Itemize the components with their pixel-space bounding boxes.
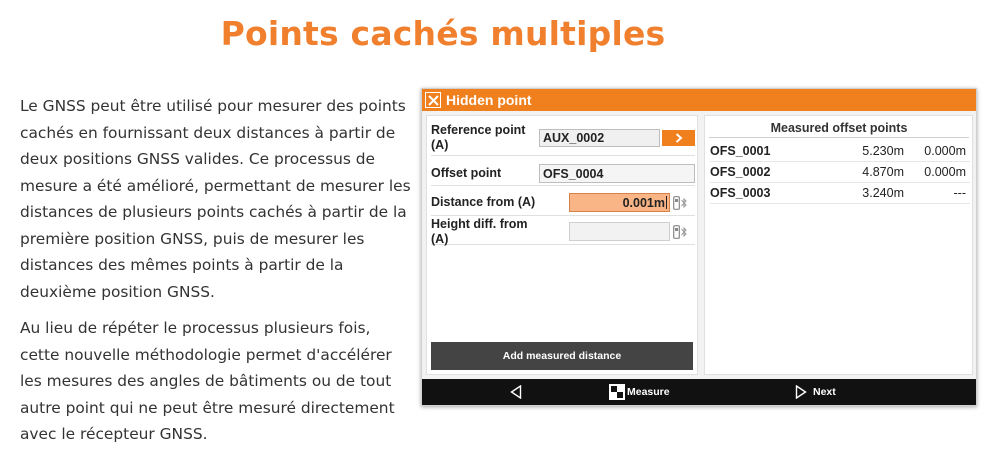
description-paragraph-1: Le GNSS peut être utilisé pour mesurer des points cachés en fournissant deux distances à partir de deux positions GNSS valides. Ce processus de mesure a été amélioré, permettant de mesurer les distances de plusieurs points cachés à partir de la première position GNSS, puis de mesurer les distances des mêmes points à partir de la deuxième position GNSS. bbox=[20, 97, 411, 301]
point-distance: 4.870m bbox=[862, 164, 904, 179]
distance-row bbox=[431, 190, 695, 216]
offset-point-label: Offset point bbox=[431, 166, 502, 180]
point-name: OFS_0002 bbox=[710, 164, 771, 179]
table-header: Measured offset points bbox=[709, 119, 969, 138]
point-height: 0.000m bbox=[924, 143, 966, 158]
window-titlebar bbox=[422, 89, 976, 111]
height-label: Height diff. from (A) bbox=[431, 216, 528, 246]
description-paragraph-2: Au lieu de répéter le processus plusieurs fois, cette nouvelle méthodologie permet d'accélérer les mesures des angles de bâtiments ou de tout autre point qui ne peut être mesuré directement avec le récepteur GNSS. bbox=[20, 319, 395, 443]
measure-button[interactable] bbox=[609, 383, 670, 401]
reference-point-field[interactable]: AUX_0002 bbox=[539, 129, 660, 147]
reference-point-row bbox=[431, 120, 695, 156]
point-distance: 3.240m bbox=[862, 185, 904, 200]
next-label: Next bbox=[813, 386, 836, 398]
table-row[interactable] bbox=[710, 140, 970, 161]
point-name: OFS_0003 bbox=[710, 185, 771, 200]
back-triangle-icon bbox=[510, 385, 522, 399]
point-distance: 5.230m bbox=[862, 143, 904, 158]
table-row[interactable] bbox=[710, 161, 970, 182]
measure-checker-icon bbox=[609, 384, 625, 400]
reference-point-label: Reference point (A) bbox=[431, 122, 526, 152]
next-button[interactable] bbox=[795, 383, 836, 401]
add-measured-distance-button[interactable]: Add measured distance bbox=[431, 342, 693, 370]
table-row[interactable] bbox=[710, 182, 970, 203]
distance-label: Distance from (A) bbox=[431, 195, 536, 209]
reference-point-select-button[interactable] bbox=[662, 130, 695, 146]
bluetooth-icon bbox=[681, 197, 687, 209]
close-box-icon[interactable] bbox=[425, 92, 441, 108]
row-divider bbox=[710, 203, 970, 204]
page-title: Points cachés multiples bbox=[220, 14, 666, 53]
point-name: OFS_0001 bbox=[710, 143, 771, 158]
gnss-receiver-icon[interactable] bbox=[673, 196, 680, 210]
height-row bbox=[431, 216, 695, 246]
back-button[interactable] bbox=[506, 384, 526, 400]
measured-points-panel bbox=[704, 115, 973, 375]
chevron-right-icon bbox=[675, 133, 683, 143]
text-cursor bbox=[666, 196, 667, 209]
hidden-point-window bbox=[421, 88, 977, 406]
next-triangle-icon bbox=[795, 385, 807, 399]
measure-label: Measure bbox=[627, 386, 670, 398]
offset-point-row bbox=[431, 162, 695, 186]
point-height: --- bbox=[953, 185, 966, 200]
bluetooth-icon bbox=[681, 226, 687, 238]
bottom-action-bar bbox=[422, 379, 976, 405]
distance-field[interactable] bbox=[569, 193, 670, 212]
height-field[interactable] bbox=[569, 222, 670, 241]
offset-point-field[interactable]: OFS_0004 bbox=[539, 164, 695, 183]
gnss-receiver-icon[interactable] bbox=[673, 225, 680, 239]
input-panel bbox=[426, 115, 698, 375]
distance-value: 0.001m bbox=[622, 195, 665, 210]
window-title: Hidden point bbox=[446, 92, 532, 108]
point-height: 0.000m bbox=[924, 164, 966, 179]
